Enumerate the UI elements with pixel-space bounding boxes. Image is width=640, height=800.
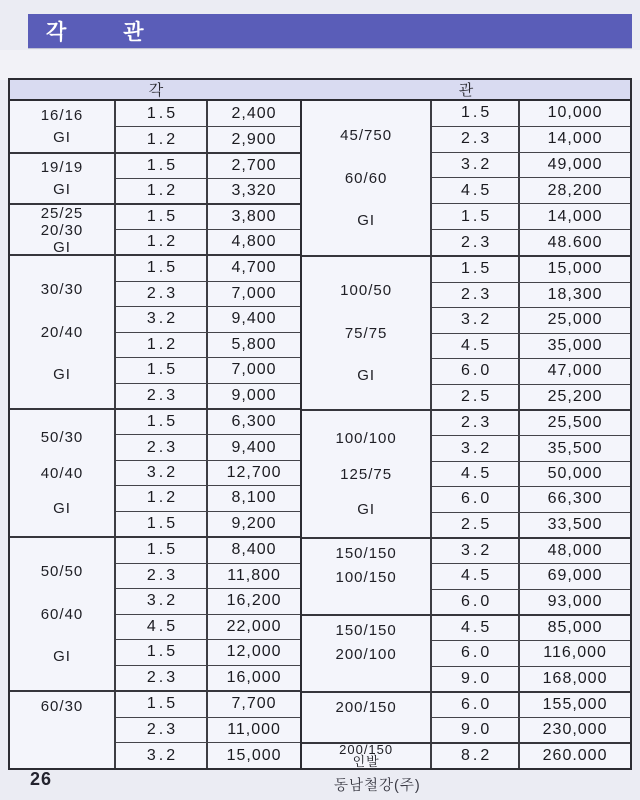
group-rows — [432, 539, 630, 614]
size-group — [302, 537, 630, 614]
price-cell: 2,700 — [231, 157, 277, 174]
group-rows — [432, 411, 630, 537]
size-label: GI — [53, 239, 71, 256]
price-cell: 33,500 — [547, 515, 603, 533]
table-row — [432, 282, 630, 308]
size-cell — [302, 744, 432, 768]
size-label: 200/100 — [335, 646, 397, 663]
table-row — [432, 744, 630, 768]
size-label: 200/150 — [335, 699, 397, 716]
price-cell: 15,000 — [226, 746, 282, 764]
size-label: 20/40 — [40, 323, 84, 341]
price-cell: 16,200 — [226, 592, 282, 610]
size-label: 20/30 — [40, 222, 84, 239]
size-cell — [302, 257, 432, 409]
table-row — [116, 154, 300, 178]
table-row — [116, 205, 300, 229]
size-label: GI — [357, 212, 376, 230]
thickness-cell: 1.2 — [116, 127, 208, 152]
size-group — [10, 152, 300, 203]
price-cell: 50,000 — [547, 465, 603, 483]
table-row — [116, 665, 300, 691]
price-cell: 260.000 — [542, 747, 608, 764]
group-rows — [116, 154, 300, 203]
group-rows — [116, 410, 300, 536]
size-cell — [302, 411, 432, 537]
price-cell: 49,000 — [547, 156, 603, 174]
price-cell: 28,200 — [547, 181, 603, 199]
table-row — [116, 460, 300, 485]
thickness-cell: 1.5 — [116, 512, 208, 536]
size-group — [10, 690, 300, 768]
thickness-cell: 2.5 — [432, 513, 520, 537]
price-cell: 4,800 — [231, 233, 277, 250]
table-row — [116, 126, 300, 152]
title-word-gak: 각 — [46, 21, 68, 44]
table-row — [116, 101, 300, 126]
thickness-cell: 2.3 — [432, 230, 520, 255]
table-row — [432, 563, 630, 588]
price-cell: 35,500 — [547, 439, 603, 457]
group-rows — [116, 538, 300, 690]
size-group — [10, 101, 300, 152]
size-label: 60/60 — [344, 169, 388, 187]
size-label: 30/30 — [40, 281, 84, 299]
size-label: 인발 — [352, 754, 380, 769]
group-rows — [116, 692, 300, 768]
price-table — [8, 78, 632, 770]
price-cell: 155,000 — [542, 696, 608, 713]
table-row — [116, 485, 300, 510]
group-rows — [432, 616, 630, 691]
table-row — [432, 717, 630, 742]
table-row — [432, 616, 630, 640]
table-row — [116, 178, 300, 203]
price-cell: 116,000 — [543, 644, 607, 662]
thickness-cell: 4.5 — [432, 334, 520, 359]
title-word-gwan: 관 — [123, 21, 145, 44]
table-row — [432, 358, 630, 384]
table-row — [432, 177, 630, 203]
table-row — [432, 461, 630, 486]
table-row — [432, 229, 630, 255]
group-rows — [116, 101, 300, 152]
price-cell: 12,000 — [226, 643, 282, 661]
table-row — [432, 486, 630, 511]
publisher-name: 동남철강(주) — [334, 778, 421, 794]
thickness-cell: 4.5 — [432, 462, 520, 486]
table-row — [116, 511, 300, 536]
size-cell — [10, 256, 116, 408]
size-label: 60/30 — [40, 698, 84, 715]
thickness-cell: 3.2 — [432, 308, 520, 333]
table-row — [116, 434, 300, 459]
price-cell: 11,000 — [227, 721, 281, 738]
table-row — [116, 229, 300, 254]
price-cell: 14,000 — [547, 130, 603, 148]
thickness-cell: 1.5 — [116, 256, 208, 281]
thickness-cell: 1.5 — [116, 538, 208, 563]
size-group — [10, 408, 300, 536]
price-cell: 2,400 — [231, 104, 277, 122]
table-body — [10, 101, 630, 768]
price-cell: 8,100 — [231, 489, 277, 507]
thickness-cell: 9.0 — [432, 667, 520, 691]
thickness-cell: 4.5 — [432, 178, 520, 203]
thickness-cell: 4.5 — [432, 564, 520, 588]
table-row — [116, 410, 300, 434]
thickness-cell: 6.0 — [432, 641, 520, 665]
thickness-cell: 3.2 — [432, 153, 520, 178]
size-label: 40/40 — [40, 464, 84, 482]
size-cell — [302, 693, 432, 742]
table-row — [432, 512, 630, 537]
size-group — [302, 255, 630, 409]
thickness-cell: 2.3 — [116, 435, 208, 459]
table-header-row — [10, 80, 630, 101]
table-row — [116, 614, 300, 640]
thickness-cell: 4.5 — [432, 616, 520, 640]
size-label: 45/750 — [340, 126, 393, 144]
thickness-cell: 1.5 — [432, 204, 520, 229]
thickness-cell: 6.0 — [432, 590, 520, 614]
scan-haze — [0, 50, 640, 80]
price-cell: 4,700 — [231, 259, 277, 277]
price-cell: 25,000 — [547, 311, 603, 329]
thickness-cell: 1.5 — [116, 205, 208, 229]
size-group — [302, 409, 630, 537]
size-label: GI — [53, 365, 71, 383]
table-row — [116, 383, 300, 409]
thickness-cell: 8.2 — [432, 744, 520, 768]
price-cell: 3,320 — [231, 182, 277, 199]
price-cell: 11,800 — [227, 566, 281, 584]
table-row — [432, 589, 630, 614]
price-cell: 22,000 — [226, 617, 282, 635]
thickness-cell: 6.0 — [432, 487, 520, 511]
table-left-half — [10, 101, 302, 768]
size-label: 100/150 — [335, 569, 397, 586]
table-row — [432, 666, 630, 691]
price-cell: 69,000 — [547, 567, 603, 585]
size-label: 19/19 — [40, 159, 84, 176]
table-row — [432, 203, 630, 229]
price-cell: 25,500 — [547, 414, 603, 432]
thickness-cell: 1.5 — [116, 640, 208, 665]
size-cell — [10, 101, 116, 152]
price-cell: 8,400 — [231, 541, 277, 559]
group-rows — [116, 205, 300, 254]
size-cell — [302, 616, 432, 691]
table-row — [432, 101, 630, 126]
table-row — [116, 742, 300, 768]
group-rows — [432, 101, 630, 255]
thickness-cell: 2.3 — [432, 283, 520, 308]
table-row — [116, 563, 300, 589]
size-cell — [10, 154, 116, 203]
thickness-cell: 1.5 — [116, 692, 208, 717]
price-cell: 93,000 — [547, 592, 603, 610]
thickness-cell: 2.3 — [116, 718, 208, 743]
price-cell: 47,000 — [547, 362, 603, 380]
size-label: 100/50 — [340, 282, 393, 300]
price-cell: 168,000 — [542, 669, 608, 687]
size-cell — [302, 539, 432, 614]
size-label: 75/75 — [344, 324, 388, 342]
size-label: 200/150 — [339, 742, 394, 757]
thickness-cell: 1.2 — [116, 486, 208, 510]
price-cell: 16,000 — [226, 668, 282, 686]
thickness-cell: 4.5 — [116, 615, 208, 640]
size-label: 16/16 — [40, 106, 84, 124]
table-header-gwan: 관 — [458, 82, 474, 99]
group-rows — [432, 693, 630, 742]
thickness-cell: 1.2 — [116, 179, 208, 203]
size-group — [10, 536, 300, 690]
table-row — [432, 435, 630, 460]
table-row — [116, 306, 300, 332]
price-cell: 14,000 — [547, 207, 603, 225]
table-row — [116, 281, 300, 307]
thickness-cell: 1.5 — [432, 101, 520, 126]
table-row — [432, 384, 630, 410]
thickness-cell: 2.3 — [432, 127, 520, 152]
price-cell: 18,300 — [547, 285, 603, 303]
size-group — [302, 101, 630, 255]
price-cell: 12,700 — [226, 464, 282, 482]
thickness-cell: 3.2 — [116, 461, 208, 485]
price-cell: 85,000 — [547, 619, 603, 637]
price-cell: 7,700 — [231, 695, 277, 713]
table-row — [432, 539, 630, 563]
table-row — [432, 640, 630, 665]
price-cell: 5,800 — [231, 335, 277, 353]
size-group — [10, 203, 300, 254]
price-cell: 66,300 — [547, 490, 603, 508]
price-cell: 9,000 — [231, 386, 277, 404]
size-group — [10, 254, 300, 408]
table-row — [432, 333, 630, 359]
group-rows — [432, 744, 630, 768]
price-cell: 35,000 — [547, 336, 603, 354]
size-group — [302, 614, 630, 691]
thickness-cell: 3.2 — [116, 307, 208, 332]
price-cell: 9,400 — [231, 310, 277, 328]
size-group — [302, 691, 630, 742]
size-label: 60/40 — [40, 605, 84, 623]
thickness-cell: 6.0 — [432, 359, 520, 384]
price-cell: 230,000 — [542, 721, 608, 738]
table-row — [116, 538, 300, 563]
size-label: 50/30 — [40, 428, 84, 446]
thickness-cell: 1.2 — [116, 230, 208, 254]
thickness-cell: 1.5 — [116, 154, 208, 178]
price-cell: 3,800 — [231, 208, 277, 225]
price-cell: 25,200 — [547, 387, 603, 405]
table-row — [116, 588, 300, 614]
thickness-cell: 3.2 — [432, 539, 520, 563]
size-label: GI — [53, 129, 71, 147]
thickness-cell: 1.5 — [116, 410, 208, 434]
thickness-cell: 2.3 — [116, 564, 208, 589]
thickness-cell: 2.5 — [432, 385, 520, 410]
price-cell: 2,900 — [231, 130, 277, 148]
thickness-cell: 2.3 — [116, 666, 208, 691]
size-group — [302, 742, 630, 768]
table-row — [432, 126, 630, 152]
size-label: GI — [53, 181, 71, 198]
table-row — [116, 256, 300, 281]
table-row — [116, 332, 300, 358]
table-row — [116, 692, 300, 717]
size-label: GI — [357, 501, 376, 519]
thickness-cell: 3.2 — [116, 589, 208, 614]
table-row — [116, 357, 300, 383]
group-rows — [432, 257, 630, 409]
table-row — [116, 717, 300, 743]
thickness-cell: 9.0 — [432, 718, 520, 742]
price-cell: 6,300 — [231, 413, 277, 431]
price-cell: 9,400 — [231, 438, 277, 456]
size-label: 150/150 — [335, 545, 397, 562]
price-cell: 7,000 — [231, 361, 277, 379]
size-label: GI — [53, 500, 71, 518]
thickness-cell: 2.3 — [116, 384, 208, 409]
price-cell: 10,000 — [547, 104, 603, 122]
table-right-half — [302, 101, 630, 768]
thickness-cell: 1.5 — [116, 101, 208, 126]
table-row — [432, 411, 630, 435]
thickness-cell: 2.3 — [116, 282, 208, 307]
size-cell — [10, 692, 116, 768]
size-label: 50/50 — [40, 563, 84, 581]
page-title-bar — [28, 14, 632, 48]
thickness-cell: 1.5 — [116, 358, 208, 383]
size-label: GI — [357, 366, 376, 384]
table-row — [116, 639, 300, 665]
price-cell: 7,000 — [231, 284, 277, 302]
price-cell: 9,200 — [231, 514, 277, 532]
size-label: GI — [53, 647, 71, 665]
price-cell: 15,000 — [547, 260, 603, 278]
table-row — [432, 152, 630, 178]
price-cell: 48.600 — [547, 233, 603, 251]
thickness-cell: 2.3 — [432, 411, 520, 435]
size-cell — [302, 101, 432, 255]
table-row — [432, 307, 630, 333]
table-header-gak: 각 — [148, 82, 164, 99]
size-label: 150/150 — [335, 622, 397, 639]
price-cell: 48,000 — [547, 542, 603, 560]
thickness-cell: 6.0 — [432, 693, 520, 717]
size-label: 125/75 — [340, 465, 393, 483]
thickness-cell: 3.2 — [432, 436, 520, 460]
thickness-cell: 3.2 — [116, 743, 208, 768]
thickness-cell: 1.2 — [116, 333, 208, 358]
page-number: 26 — [30, 769, 53, 789]
size-cell — [10, 538, 116, 690]
size-cell — [10, 205, 116, 254]
table-row — [432, 257, 630, 282]
table-row — [432, 693, 630, 717]
group-rows — [116, 256, 300, 408]
size-cell — [10, 410, 116, 536]
size-label: 100/100 — [335, 429, 397, 447]
size-label: 25/25 — [40, 205, 84, 222]
thickness-cell: 1.5 — [432, 257, 520, 282]
